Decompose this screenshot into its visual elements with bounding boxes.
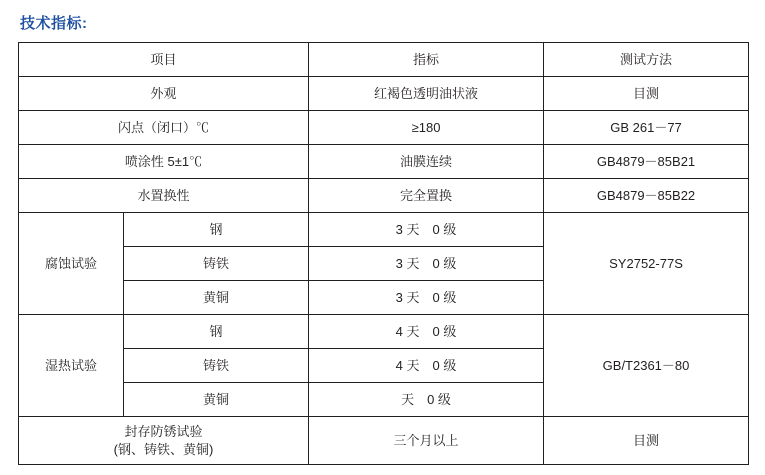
row-item-line2: (钢、铸铁、黄铜) (113, 441, 214, 457)
row-method: GB4879－85B21 (544, 145, 749, 179)
row-value: 油膜连续 (309, 145, 544, 179)
row-value: ≥180 (309, 111, 544, 145)
group-label-corrosion-test: 腐蚀试验 (19, 213, 124, 315)
row-item-storage-rust-test (19, 417, 309, 465)
row-value: 红褐色透明油状液 (309, 77, 544, 111)
table-row (19, 111, 749, 145)
table-row (19, 315, 749, 349)
table-header (19, 43, 749, 77)
row-value: 三个月以上 (309, 417, 544, 465)
row-method: 目测 (544, 77, 749, 111)
column-header-method: 测试方法 (544, 43, 749, 77)
row-item-line1: 封存防锈试验 (124, 424, 203, 439)
group-subrow-label: 黄铜 (124, 281, 309, 315)
row-value: 3 天 0 级 (309, 213, 544, 247)
group-label-humidity-test: 湿热试验 (19, 315, 124, 417)
row-value: 完全置换 (309, 179, 544, 213)
table-row (19, 417, 749, 465)
table-row (19, 179, 749, 213)
table-body (19, 77, 749, 465)
row-item: 外观 (19, 77, 309, 111)
row-value: 4 天 0 级 (309, 315, 544, 349)
table-header-row (19, 43, 749, 77)
row-method: 目测 (544, 417, 749, 465)
group-subrow-label: 钢 (124, 213, 309, 247)
row-value: 4 天 0 级 (309, 349, 544, 383)
group-method-corrosion-test: SY2752-77S (544, 213, 749, 315)
row-value: 3 天 0 级 (309, 281, 544, 315)
group-subrow-label: 铸铁 (124, 247, 309, 281)
group-subrow-label: 铸铁 (124, 349, 309, 383)
row-value: 天 0 级 (309, 383, 544, 417)
column-header-item: 项目 (19, 43, 309, 77)
technical-specifications-table (18, 42, 749, 465)
row-method: GB4879－85B22 (544, 179, 749, 213)
table-row (19, 213, 749, 247)
table-row (19, 77, 749, 111)
page-title: 技术指标: (20, 15, 88, 32)
row-method: GB 261－77 (544, 111, 749, 145)
row-value: 3 天 0 级 (309, 247, 544, 281)
table-row (19, 145, 749, 179)
group-subrow-label: 黄铜 (124, 383, 309, 417)
group-subrow-label: 钢 (124, 315, 309, 349)
row-item: 闪点（闭口）℃ (19, 111, 309, 145)
row-item: 水置换性 (19, 179, 309, 213)
row-item: 喷涂性 5±1℃ (19, 145, 309, 179)
group-method-humidity-test: GB/T2361－80 (544, 315, 749, 417)
column-header-value: 指标 (309, 43, 544, 77)
